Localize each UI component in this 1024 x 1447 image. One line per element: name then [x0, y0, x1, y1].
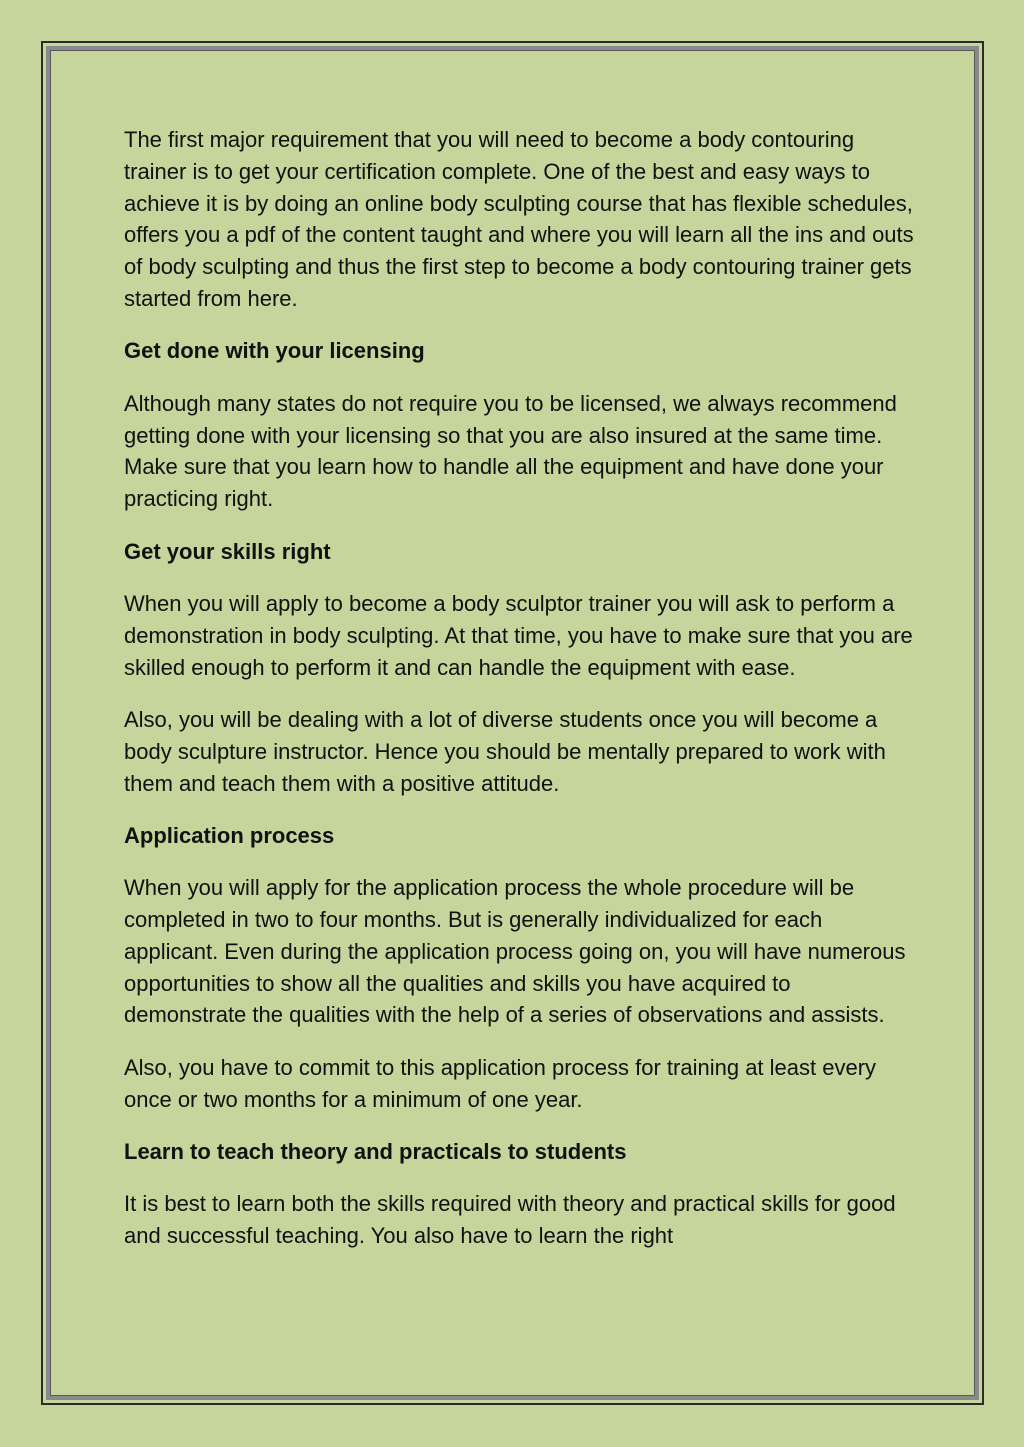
application-paragraph-1: When you will apply for the application process the whole procedure will be completed in two to four months. But is generally individualized for each applicant. Even during the application process going on, you will have numerous opportunities to show all the qualities and skills you have acquired to demonstrate the qualities with the help of a series of observations and assists. [124, 875, 906, 1028]
application-paragraph-2: Also, you have to commit to this application process for training at least every once or two months for a minimum of one year. [124, 1054, 877, 1112]
teaching-paragraph: It is best to learn both the skills required with theory and practical skills for good and successful teaching. You also have to learn the right [124, 1191, 896, 1249]
intro-paragraph: The first major requirement that you will need to become a body contouring trainer is to get your certification complete. One of the best and easy ways to achieve it is by doing an online body sculpting course that has flexible schedules, offers you a pdf of the content taught and where you will learn all the ins and outs of body sculpting and thus the first step to become a body contouring trainer gets started from here. [124, 127, 914, 311]
teaching-heading: Learn to teach theory and practicals to students [124, 1139, 627, 1165]
licensing-paragraph: Although many states do not require you to be licensed, we always recommend getting done with your licensing so that you are also insured at the same time. Make sure that you learn how to handle all the equipment and have done your practicing right. [124, 390, 897, 512]
licensing-heading: Get done with your licensing [124, 338, 425, 364]
skills-heading: Get your skills right [124, 538, 331, 564]
skills-paragraph-2: Also, you will be dealing with a lot of diverse students once you will become a body sculpture instructor. Hence you should be mentally prepared to work with them and teach them with a positive attitude. [124, 706, 886, 796]
document-body [124, 124, 914, 1273]
skills-paragraph-1: When you will apply to become a body sculptor trainer you will ask to perform a demonstration in body sculpting. At that time, you have to make sure that you are skilled enough to perform it and can handle the equipment with ease. [124, 590, 913, 680]
application-heading: Application process [124, 822, 335, 848]
